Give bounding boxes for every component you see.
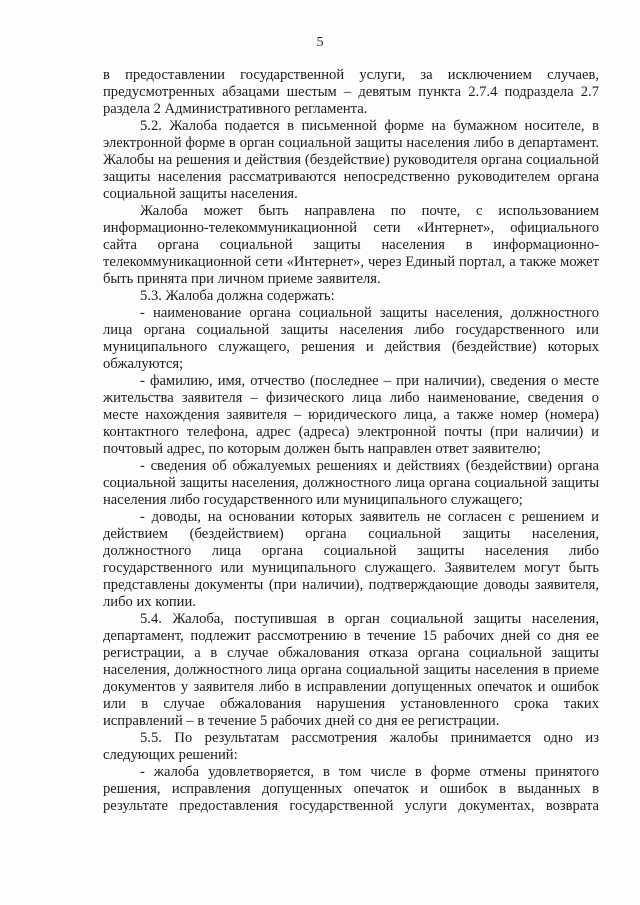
list-item-applicant-details: - фамилию, имя, отчество (последнее – при наличии), сведения о месте жительства заявителя – физического лица либо наименование, сведения о месте нахождения заявителя – юридического лица, а также номер (номера) контактного телефона, адрес (адреса) электронной почты (при наличии) и почтовый адрес, по которым должен быть направлен ответ заявителю; (103, 373, 599, 457)
page-number: 5 (316, 35, 324, 50)
list-item-authority-name: - наименование органа социальной защиты населения, должностного лица органа социальной защиты населения либо государственного или муниципального служащего, решения и действия (бездействие) которых обжалуются; (103, 305, 599, 372)
paragraph-5-4: 5.4. Жалоба, поступившая в орган социальной защиты населения, департамент, подлежит рассмотрению в течение 15 рабочих дней со дня ее регистрации, а в случае обжалования отказа органа социальной защиты населения, должностного лица органа социальной защиты населения в приеме документов у заявителя либо в исправлении допущенных опечаток и ошибок или в случае обжалования нарушения установленного срока таких исправлений – в течение 5 рабочих дней со дня ее регистрации. (103, 611, 599, 729)
list-item-arguments: - доводы, на основании которых заявитель не согласен с решением и действием (бездействием) органа социальной защиты населения, должностного лица органа социальной защиты населения либо государственного или муниципального служащего. Заявителем могут быть представлены документы (при наличии), подтверждающие доводы заявителя, либо их копии. (103, 509, 599, 610)
paragraph-5-5: 5.5. По результатам рассмотрения жалобы принимается одно из следующих решений: (103, 730, 599, 763)
paragraph-complaint-channels: Жалоба может быть направлена по почте, с использованием информационно-телекоммуникационной сети «Интернет», официального сайта органа социальной защиты населения в информационно-телекоммуникационной сети «Интернет», через Единый портал, а также может быть принята при личном приеме заявителя. (103, 203, 599, 287)
list-item-complaint-satisfied: - жалоба удовлетворяется, в том числе в форме отмены принятого решения, исправления допущенных опечаток и ошибок в выданных в результате предоставления государственной услуги документах, возврата (103, 764, 599, 814)
paragraph-continuation: в предоставлении государственной услуги, за исключением случаев, предусмотренных абзацами шестым – девятым пункта 2.7.4 подраздела 2.7 раздела 2 Административного регламента. (103, 67, 599, 117)
document-body (103, 67, 599, 815)
list-item-appealed-decisions: - сведения об обжалуемых решениях и действиях (бездействии) органа социальной защиты населения, должностного лица органа социальной защиты населения либо государственного или муниципального служащего; (103, 458, 599, 508)
paragraph-5-3: 5.3. Жалоба должна содержать: (140, 288, 335, 304)
paragraph-5-2: 5.2. Жалоба подается в письменной форме на бумажном носителе, в электронной форме в орган социальной защиты населения либо в департамент. Жалобы на решения и действия (бездействие) руководителя органа социальной защиты населения рассматриваются непосредственно руководителем органа социальной защиты населения. (103, 118, 599, 202)
